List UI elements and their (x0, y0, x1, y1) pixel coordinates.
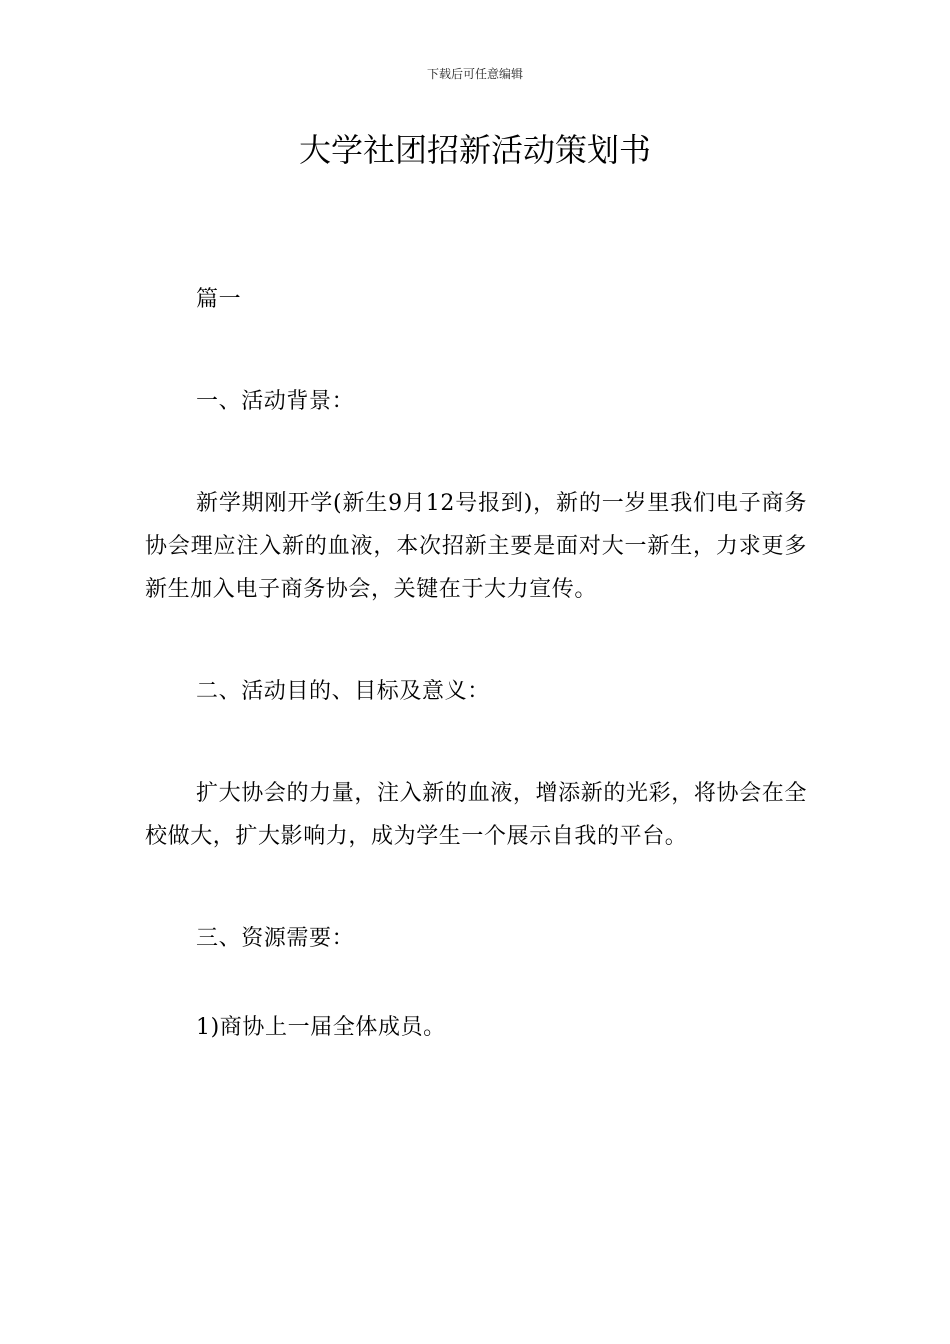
document-title: 大学社团招新活动策划书 (298, 131, 651, 169)
section-heading-background: 一、活动背景： (196, 389, 355, 414)
resource-list-item: 1)商协上一届全体成员。 (196, 1015, 446, 1040)
document-body (145, 278, 807, 1049)
section-heading-goals: 二、活动目的、目标及意义： (196, 679, 490, 704)
section-heading-resources: 三、资源需要： (196, 926, 355, 951)
page-header-note: 下载后可任意编辑 (426, 67, 523, 81)
section-body-background: 新学期刚开学(新生9月12号报到)，新的一岁里我们电子商务协会理应注入新的血液，本次招新主要是面对大一新生，力求更多新生加入电子商务协会，关键在于大力宣传。 (145, 491, 807, 602)
section-body-goals: 扩大协会的力量，注入新的血液，增添新的光彩，将协会在全校做大，扩大影响力，成为学生一个展示自我的平台。 (145, 781, 807, 849)
part-label: 篇一 (196, 287, 242, 312)
